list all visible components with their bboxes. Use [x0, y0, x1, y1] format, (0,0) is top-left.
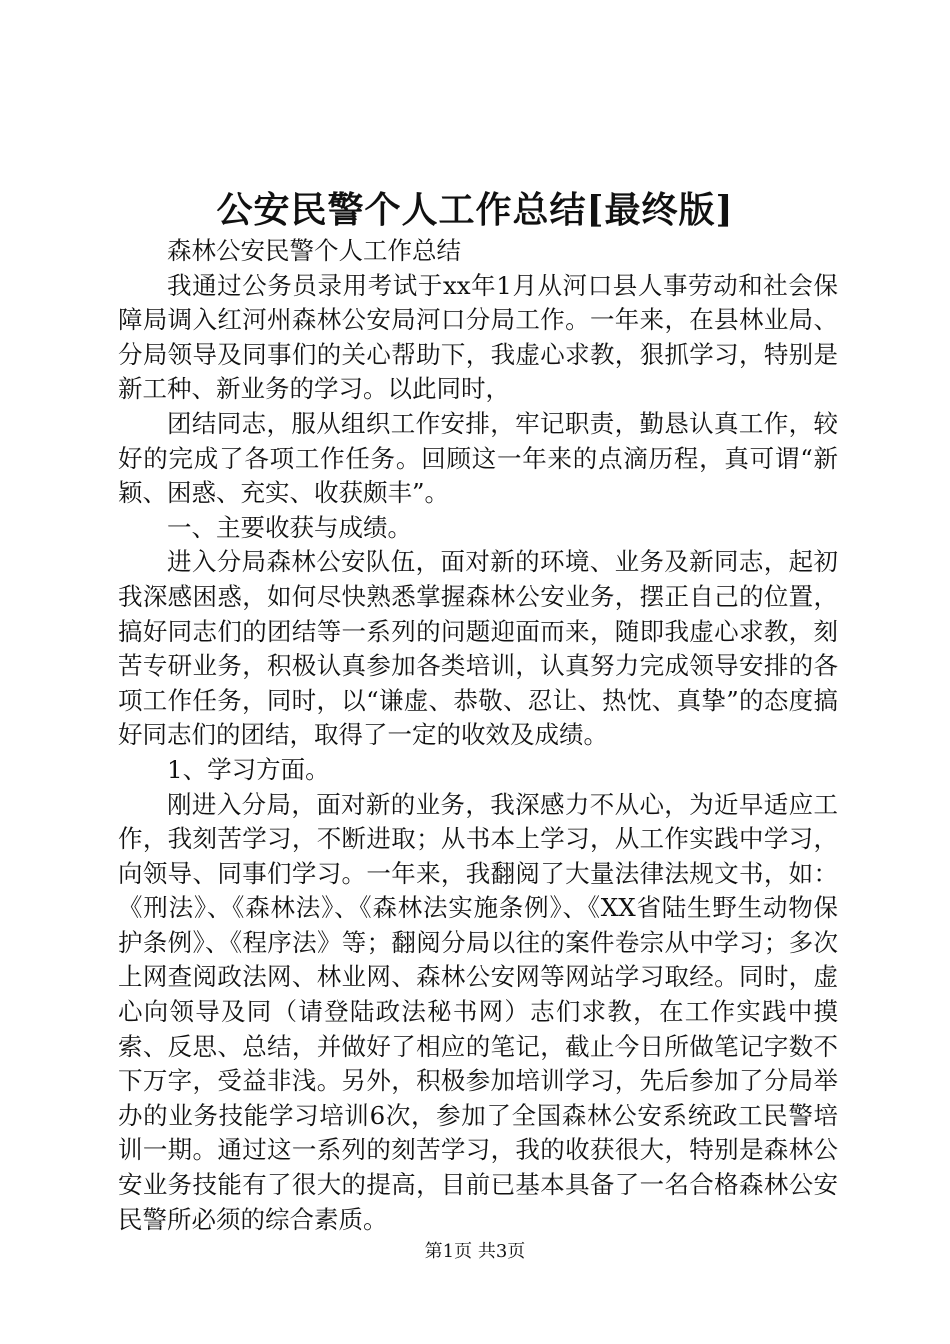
paragraph: 我通过公务员录用考试于xx年1月从河口县人事劳动和社会保障局调入红河州森林公安局河口分局工作。一年来，在县林业局、分局领导及同事们的关心帮助下，我虚心求教，狠抓学习，特别是新工种、新业务的学习。以此同时， — [118, 270, 838, 404]
paragraph: 进入分局森林公安队伍，面对新的环境、业务及新同志，起初我深感困惑，如何尽快熟悉掌握森林公安业务，摆正自己的位置，搞好同志们的团结等一系列的问题迎面而来，随即我虚心求教，刻苦专研业务，积极认真参加各类培训，认真努力完成领导安排的各项工作任务，同时，以“谦虚、恭敬、忍让、热忱、真挚”的态度搞好同志们的团结，取得了一定的收效及成绩。 — [118, 547, 838, 750]
subsection-heading: 1、学习方面。 — [167, 754, 330, 784]
section-heading: 一、主要收获与成绩。 — [167, 512, 412, 542]
document-title: 公安民警个人工作总结[最终版] — [216, 189, 734, 231]
page-number-footer: 第1页 共3页 — [424, 1241, 526, 1262]
paragraph: 刚进入分局，面对新的业务，我深感力不从心，为近早适应工作，我刻苦学习，不断进取；从书本上学习，从工作实践中学习，向领导、同事们学习。一年来，我翻阅了大量法律法规文书，如：《刑法》、《森林法》、《森林法实施条例》、《XX省陆生野生动物保护条例》、《程序法》等；翻阅分局以往的案件卷宗从中学习；多次上网查阅政法网、林业网、森林公安网等网站学习取经。同时，虚心向领导及同（请登陆政法秘书网）志们求教，在工作实践中摸索、反思、总结，并做好了相应的笔记，截止今日所做笔记字数不下万字，受益非浅。另外，积极参加培训学习，先后参加了分局举办的业务技能学习培训6次，参加了全国森林公安系统政工民警培训一期。通过这一系列的刻苦学习，我的收获很大，特别是森林公安业务技能有了很大的提高，目前已基本具备了一名合格森林公安民警所必须的综合素质。 — [118, 789, 838, 1234]
paragraph-subtitle: 森林公安民警个人工作总结 — [167, 236, 461, 265]
paragraph: 团结同志，服从组织工作安排，牢记职责，勤恳认真工作，较好的完成了各项工作任务。回顾这一年来的点滴历程，真可谓“新颖、困惑、充实、收获颇丰”。 — [118, 408, 838, 508]
document-body — [118, 234, 838, 1237]
